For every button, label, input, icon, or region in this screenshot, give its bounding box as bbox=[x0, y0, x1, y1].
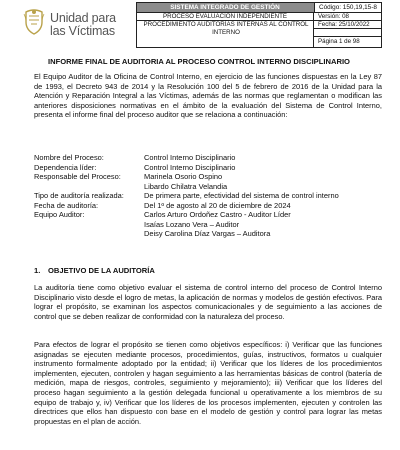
info-row bbox=[34, 191, 382, 200]
info-row bbox=[34, 229, 382, 238]
info-value: Marinela Osorio Ospino bbox=[144, 172, 223, 181]
header-table bbox=[136, 2, 382, 48]
section-heading bbox=[34, 266, 155, 275]
section-number: 1. bbox=[34, 266, 41, 275]
info-value: Carlos Arturo Ordoñez Castro - Auditor Líder bbox=[144, 210, 291, 219]
header-divider-vertical bbox=[313, 13, 314, 48]
info-row bbox=[34, 153, 382, 162]
document-header bbox=[23, 2, 382, 48]
header-divider bbox=[314, 28, 381, 29]
intro-paragraph: El Equipo Auditor de la Oficina de Control Interno, en ejercicio de las funciones dispuestas en la Ley 87 de 1993, el Decreto 943 de 2014 y la Resolución 100 del 5 de febrero de 2016 de la Unidad para la Atención y Reparación Integral a las Víctimas, además de las normas que reglamentan o modifican las anteriores disposiciones normativas en el ámbito de la evaluación del Sistema de Control Interno, presenta el informe final del proceso auditor que se relaciona a continuación: bbox=[34, 72, 382, 120]
version: Versión: 08 bbox=[318, 13, 349, 20]
info-key: Tipo de auditoría realizada: bbox=[34, 191, 124, 200]
system-title: SISTEMA INTEGRADO DE GESTIÓN bbox=[170, 4, 280, 11]
colombia-coat-of-arms-icon bbox=[23, 8, 45, 35]
document-date: Fecha: 25/10/2022 bbox=[318, 21, 370, 28]
info-value: Libardo Chilatra Velandia bbox=[144, 181, 228, 191]
specific-objectives-paragraph: Para efectos de lograr el propósito se tienen como objetivos específicos: i) Verificar que las funciones asignadas se ejecuten mediante procesos, procedimientos, guías, instructivos, formatos u cualquier instrumento formalmente adoptado por la entidad; ii) Verificar que los líderes de los procedimientos implementen, ejecuten, controlen y hagan seguimiento a las herramientas básicas de control (batería de medición, mapa de riesgos, controles, seguimiento y mejoramiento); iii) Verificar que los líderes del proceso hagan seguimiento a la gestión delegada funcional u operativamente a los miembros de su equipo de trabajo y, iv) Verificar que los líderes de los procesos implementen, ejecuten y controlen las directrices que ellos han dispuesto con base en el modelo de gestión y control para lograr las metas propuestas en el plan de acción. bbox=[34, 340, 382, 426]
info-row bbox=[34, 163, 382, 172]
logo-line-1: Unidad para bbox=[50, 11, 116, 25]
info-value: Control Interno Disciplinario bbox=[144, 153, 236, 162]
info-value: Isaías Lozano Vera – Auditor bbox=[144, 219, 240, 229]
info-row bbox=[34, 210, 382, 219]
logo-text bbox=[50, 12, 116, 38]
info-value: Deisy Carolina Díaz Vargas – Auditora bbox=[144, 229, 271, 238]
info-value: Del 1º de agosto al 20 de diciembre de 2024 bbox=[144, 200, 291, 210]
header-divider bbox=[314, 36, 381, 37]
objective-paragraph: La auditoría tiene como objetivo evaluar el sistema de control interno del proceso de Control Interno Disciplinario visto desde el logro de metas, la aplicación de normas y modelos de gestión efectivos. Para lograr el propósito, se examinan los aspectos comunicacionales y de seguimiento a las acciones de control que se deben realizar de conformidad con la naturaleza del proceso. bbox=[34, 283, 382, 321]
logo-line-2: las Víctimas bbox=[50, 24, 115, 38]
info-row bbox=[34, 220, 382, 229]
info-key: Dependencia líder: bbox=[34, 162, 97, 172]
process-name: PROCESO EVALUACIÓN INDEPENDIENTE bbox=[162, 13, 287, 20]
info-key: Equipo Auditor: bbox=[34, 210, 85, 219]
info-value: De primera parte, efectividad del sistema de control interno bbox=[144, 191, 339, 200]
document-title: INFORME FINAL DE AUDITORIA AL PROCESO CONTROL INTERNO DISCIPLINARIO bbox=[48, 57, 350, 66]
info-key: Fecha de auditoría: bbox=[34, 200, 99, 210]
page-number: Página 1 de 98 bbox=[318, 38, 360, 45]
info-row bbox=[34, 182, 382, 191]
procedure-name: PROCEDIMIENTO AUDITORÍAS INTERNAS AL CONTROL INTERNO bbox=[143, 21, 309, 36]
document-code: Código: 150,19,15-8 bbox=[314, 3, 381, 12]
header-title-bar bbox=[137, 3, 381, 13]
info-row bbox=[34, 172, 382, 181]
info-value: Control Interno Disciplinario bbox=[144, 162, 236, 172]
section-title: OBJETIVO DE LA AUDITORÍA bbox=[48, 266, 155, 275]
info-key: Nombre del Proceso: bbox=[34, 153, 104, 162]
info-key: Responsable del Proceso: bbox=[34, 172, 121, 181]
entity-logo bbox=[23, 2, 137, 48]
info-row bbox=[34, 201, 382, 210]
